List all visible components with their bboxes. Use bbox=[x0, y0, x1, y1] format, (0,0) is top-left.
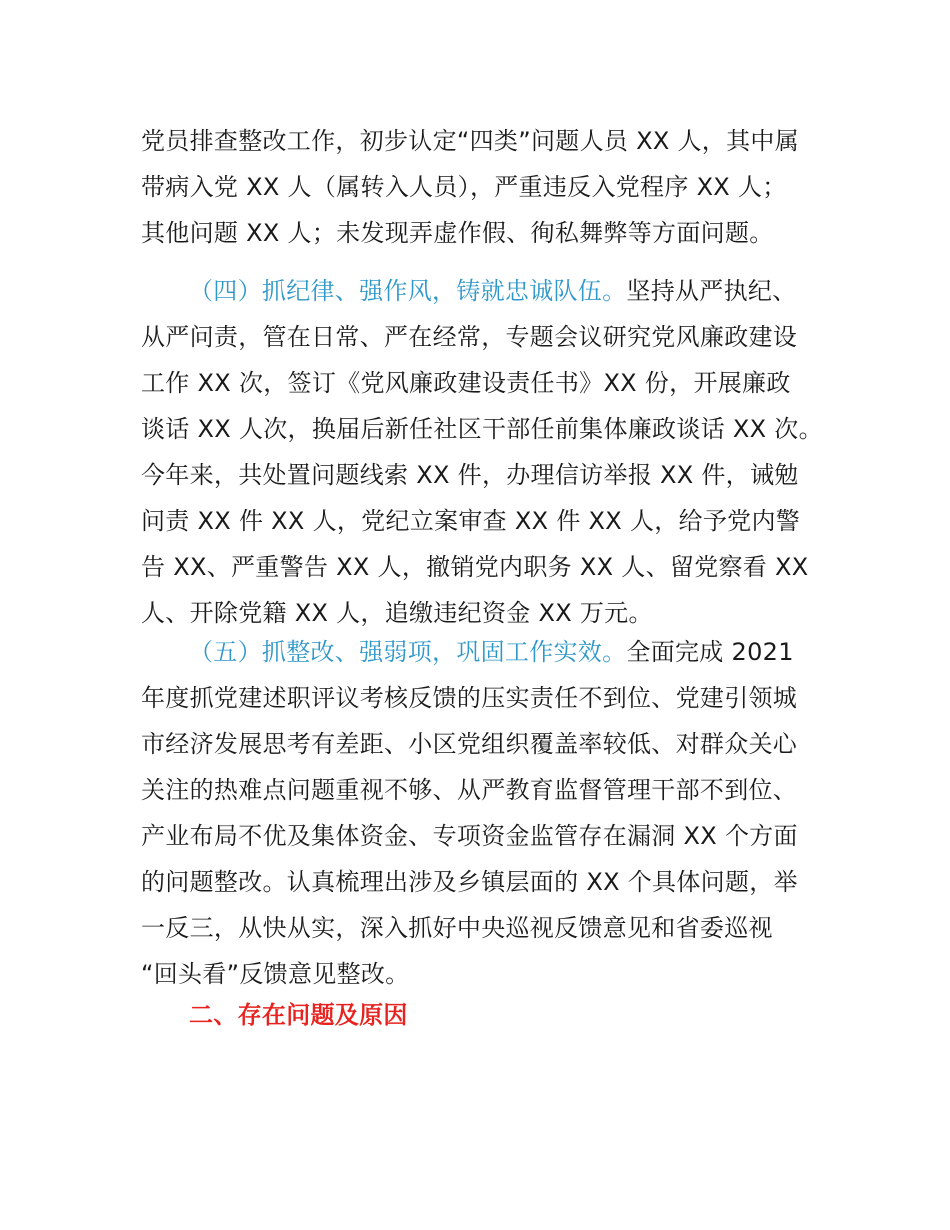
paragraph-discipline-section bbox=[141, 268, 823, 636]
text-line: “回头看”反馈意见整改。 bbox=[141, 960, 410, 988]
paragraph-party-member-screening bbox=[141, 118, 813, 256]
section-lead-five: （五）抓整改、强弱项，巩固工作实效。 bbox=[189, 638, 627, 666]
text-line: 工作 XX 次，签订《党风廉政建设责任书》XX 份，开展廉政 bbox=[141, 369, 791, 397]
text-line: 其他问题 XX 人；未发现弄虚作假、徇私舞弊等方面问题。 bbox=[141, 219, 774, 247]
text-line: 的问题整改。认真梳理出涉及乡镇层面的 XX 个具体问题，举 bbox=[141, 868, 798, 896]
text-line: 一反三，从快从实，深入抓好中央巡视反馈意见和省委巡视 bbox=[141, 914, 773, 942]
text-line: 市经济发展思考有差距、小区党组织覆盖率较低、对群众关心 bbox=[141, 730, 798, 758]
text-line: 谈话 XX 人次，换届后新任社区干部任前集体廉政谈话 XX 次。 bbox=[141, 415, 823, 443]
text-line: 党员排查整改工作，初步认定“四类”问题人员 XX 人，其中属 bbox=[141, 127, 800, 155]
text-line: 带病入党 XX 人（属转入人员），严重违反入党程序 XX 人； bbox=[141, 173, 787, 201]
text-line: 问责 XX 件 XX 人，党纪立案审查 XX 件 XX 人，给予党内警 bbox=[141, 507, 801, 535]
section-heading-problems: 二、存在问题及原因 bbox=[189, 1001, 408, 1029]
text-line: 关注的热难点问题重视不够、从严教育监督管理干部不到位、 bbox=[141, 776, 798, 804]
section-lead-four: （四）抓纪律、强作风，铸就忠诚队伍。 bbox=[189, 277, 627, 305]
text-line: 告 XX、严重警告 XX 人，撤销党内职务 XX 人、留党察看 XX bbox=[141, 553, 809, 581]
paragraph-rectification-section bbox=[141, 629, 813, 997]
text-line bbox=[141, 268, 813, 314]
text-line bbox=[141, 629, 813, 675]
text-run: 全面完成 2021 bbox=[626, 638, 794, 666]
text-line: 人、开除党籍 XX 人，追缴违纪资金 XX 万元。 bbox=[141, 599, 653, 627]
text-line: 从严问责，管在日常、严在经常，专题会议研究党风廉政建设 bbox=[141, 323, 798, 351]
text-line: 产业布局不优及集体资金、专项资金监管存在漏洞 XX 个方面 bbox=[141, 822, 798, 850]
text-line: 年度抓党建述职评议考核反馈的压实责任不到位、党建引领城 bbox=[141, 684, 798, 712]
text-run: 坚持从严执纪、 bbox=[626, 277, 797, 305]
text-line: 今年来，共处置问题线索 XX 件，办理信访举报 XX 件，诫勉 bbox=[141, 461, 799, 489]
